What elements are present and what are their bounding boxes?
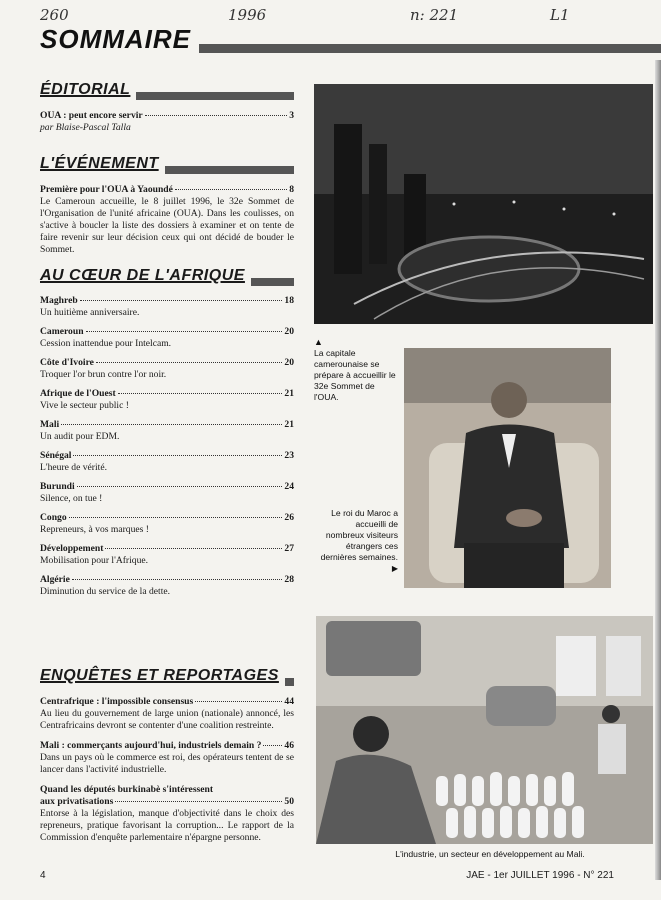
arrow-up-icon: ▲ [314,337,323,347]
section-heading: ÉDITORIAL [40,80,294,102]
caption-photo-3: L'industrie, un secteur en développement au Mali. [395,849,585,859]
toc-entry[interactable]: Maghreb 18 Un huitième anniversaire. [40,295,294,318]
handwritten-note: 1996 [228,6,267,24]
entry-description: Au lieu du gouvernement de large union (nationale) annoncé, les Centrafricains devront se contenter d'une coalition restreinte. [40,708,294,731]
entry-subtitle: Un audit pour EDM. [40,431,120,442]
toc-entry[interactable]: Afrique de l'Ouest 21 Vive le secteur public ! [40,388,294,411]
toc-entry[interactable]: Burundi 24 Silence, on tue ! [40,481,294,504]
toc-entry[interactable]: Côte d'Ivoire 20 Troquer l'or brun contre l'or noir. [40,357,294,380]
entry-subtitle: Un huitième anniversaire. [40,307,140,318]
caption-photo-2: Le roi du Maroc a accueilli de nombreux visiteurs étrangers ces dernières semaines.▶ [320,508,398,573]
entry-subtitle: Troquer l'or brun contre l'or noir. [40,369,167,380]
toc-entry[interactable]: Sénégal 23 L'heure de vérité. [40,450,294,473]
toc-entry[interactable]: Centrafrique : l'impossible consensus 44 Au lieu du gouvernement de large union (nationale) annoncé, les Centrafricains devront se contenter d'une coalition restreinte. [40,696,294,731]
toc-entry[interactable]: Quand les députés burkinabè s'intéressent aux privatisations 50 Entorse à la législation, manque d'objectivité dans le choix des repreneurs, pratique favorisant la corruption... Le rapport de la Commission d'enquête parlementaire n'épargne personne. [40,784,294,843]
entry-description: Entorse à la législation, manque d'objectivité dans le choix des repreneurs, pratique favorisant la corruption... Le rapport de la Commission d'enquête parlementaire n'épargne personne. [40,808,294,843]
toc-entry[interactable]: Algérie 28 Diminution du service de la dette. [40,574,294,597]
toc-entry[interactable]: Développement 27 Mobilisation pour l'Afrique. [40,543,294,566]
section-coeur-afrique [40,266,294,598]
entry-subtitle: Cession inattendue pour Intelcam. [40,338,172,349]
toc-entry[interactable]: OUA : peut encore servir 3 par Blaise-Pascal Talla [40,110,294,133]
toc-entry[interactable]: Congo 26 Repreneurs, à vos marques ! [40,512,294,535]
photo-mali-industry [316,616,653,844]
entry-subtitle: Diminution du service de la dette. [40,586,171,597]
photo-king-morocco [404,348,611,588]
entry-subtitle: Silence, on tue ! [40,493,103,504]
toc-entry[interactable]: Cameroun 20 Cession inattendue pour Intelcam. [40,326,294,349]
arrow-right-icon: ▶ [391,564,398,573]
section-evenement [40,154,294,256]
section-heading: ENQUÊTES ET REPORTAGES [40,666,294,688]
photo-yaounde-night [314,84,653,324]
section-heading: L'ÉVÉNEMENT [40,154,294,176]
byline: par Blaise-Pascal Talla [40,122,131,133]
handwritten-note: n: 221 [410,6,459,24]
entry-description: Dans un pays où le commerce est roi, des opérateurs tentent de se lancer dans l'activité industrielle. [40,752,294,775]
issue-info: JAE - 1er JUILLET 1996 - N° 221 [466,870,614,881]
toc-entry[interactable]: Première pour l'OUA à Yaoundé 8 Le Cameroun accueille, le 8 juillet 1996, le 32e Sommet de l'Organisation de l'unité africaine (OUA). Dans les coulisses, on s'active à boucler la liste des dossiers à examiner et on tente de faire revenir sur leur décision ceux qui ont décidé de bouder le Sommet. [40,184,294,255]
entry-subtitle: Mobilisation pour l'Afrique. [40,555,149,566]
entry-description: Le Cameroun accueille, le 8 juillet 1996, le 32e Sommet de l'Organisation de l'unité africaine (OUA). Dans les coulisses, on s'active à boucler la liste des dossiers à examiner et on tente de faire revenir sur leur décision ceux qui ont décidé de bouder le Sommet. [40,196,294,255]
section-heading: AU CŒUR DE L'AFRIQUE [40,266,294,288]
entry-subtitle: L'heure de vérité. [40,462,107,473]
toc-entry[interactable]: Mali : commerçants aujourd'hui, industriels demain ? 46 Dans un pays où le commerce est roi, des opérateurs tentent de se lancer dans l'activité industrielle. [40,740,294,775]
section-editorial [40,80,294,134]
handwritten-note: L1 [550,6,570,24]
entry-subtitle: Repreneurs, à vos marques ! [40,524,149,535]
entry-subtitle: Vive le secteur public ! [40,400,129,411]
handwritten-note: 260 [40,6,69,24]
section-enquetes [40,666,294,844]
page-edge [655,60,661,880]
page-number: 4 [40,870,46,881]
caption-photo-1: ▲ La capitale camerounaise se prépare à accueillir le 32e Sommet de l'OUA. [314,337,396,402]
toc-entry[interactable]: Mali 21 Un audit pour EDM. [40,419,294,442]
page-title: SOMMAIRE [40,24,199,54]
